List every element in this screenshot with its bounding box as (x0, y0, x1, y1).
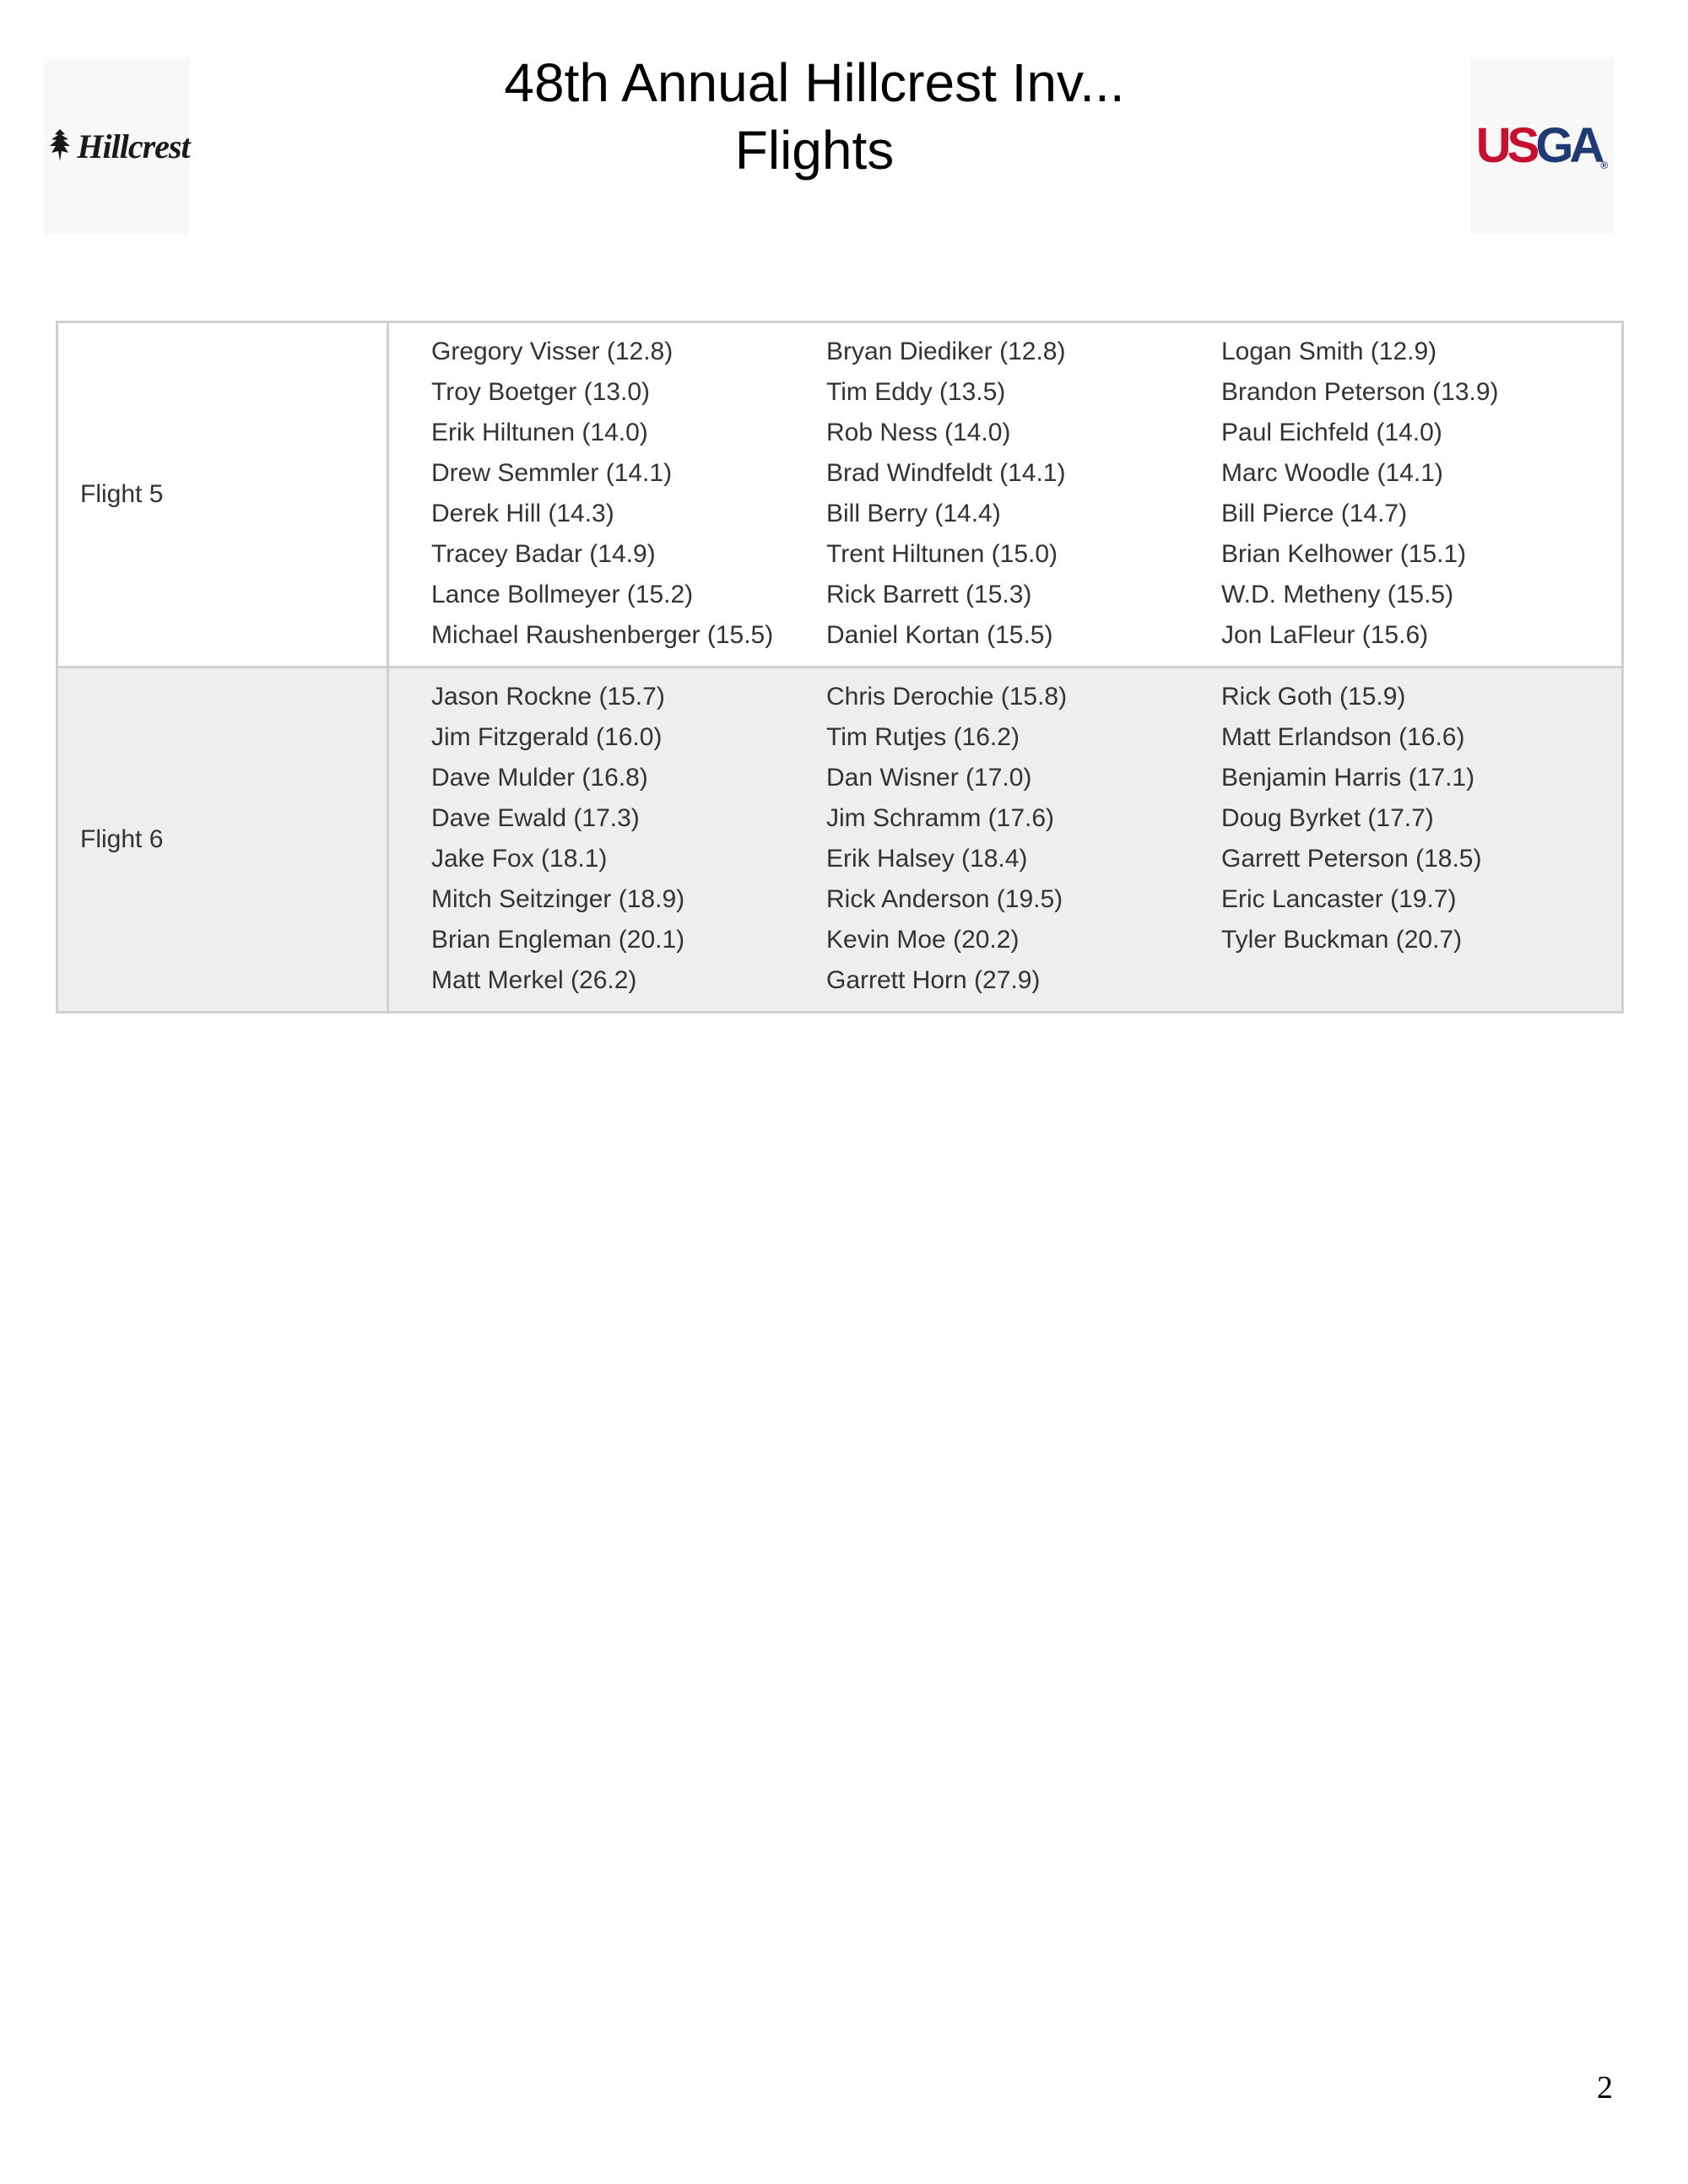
player-entry: Rick Anderson (19.5) (826, 885, 1063, 913)
player-entry: Derek Hill (14.3) (431, 500, 614, 527)
player-entry: Logan Smith (12.9) (1221, 338, 1437, 365)
player-entry: Bill Berry (14.4) (826, 500, 1001, 527)
flight-label: Flight 6 (58, 668, 389, 1011)
player-entry: Jim Fitzgerald (16.0) (431, 723, 663, 751)
player-entry: Matt Merkel (26.2) (431, 966, 637, 994)
page-number: 2 (1597, 2070, 1613, 2106)
player-entry: Dan Wisner (17.0) (826, 764, 1032, 792)
player-list (389, 668, 1621, 1011)
player-entry: Garrett Peterson (18.5) (1221, 845, 1482, 873)
player-entry: Bryan Diediker (12.8) (826, 338, 1066, 365)
player-entry: Tracey Badar (14.9) (431, 540, 656, 568)
player-entry: Chris Derochie (15.8) (826, 683, 1068, 711)
player-entry: Doug Byrket (17.7) (1221, 804, 1434, 832)
player-entry: Dave Mulder (16.8) (431, 764, 648, 792)
player-entry: Brandon Peterson (13.9) (1221, 378, 1499, 406)
player-entry: Jim Schramm (17.6) (826, 804, 1055, 832)
player-entry: Trent Hiltunen (15.0) (826, 540, 1058, 568)
player-entry: Jake Fox (18.1) (431, 845, 608, 873)
player-entry: W.D. Metheny (15.5) (1221, 581, 1454, 608)
player-entry: Tyler Buckman (20.7) (1221, 926, 1463, 954)
player-entry: Jason Rockne (15.7) (431, 683, 665, 711)
usga-logo-text: USGA® (1475, 118, 1609, 173)
player-entry: Eric Lancaster (19.7) (1221, 885, 1457, 913)
flight-label: Flight 5 (58, 323, 389, 666)
title-line-2: Flights (734, 120, 895, 181)
player-entry: Bill Pierce (14.7) (1221, 500, 1408, 527)
player-entry: Lance Bollmeyer (15.2) (431, 581, 694, 608)
usga-logo (1470, 57, 1614, 235)
player-entry: Kevin Moe (20.2) (826, 926, 1020, 954)
player-entry: Troy Boetger (13.0) (431, 378, 650, 406)
player-entry: Drew Semmler (14.1) (431, 459, 673, 487)
player-entry: Rick Barrett (15.3) (826, 581, 1032, 608)
player-entry: Garrett Horn (27.9) (826, 966, 1041, 994)
player-entry: Matt Erlandson (16.6) (1221, 723, 1465, 751)
hillcrest-logo-text: Hillcrest (77, 127, 190, 165)
player-entry: Rob Ness (14.0) (826, 419, 1011, 446)
player-list (389, 323, 1621, 666)
player-entry: Dave Ewald (17.3) (431, 804, 640, 832)
player-entry: Brad Windfeldt (14.1) (826, 459, 1066, 487)
player-entry: Erik Hiltunen (14.0) (431, 419, 648, 446)
player-entry: Erik Halsey (18.4) (826, 845, 1028, 873)
page-title (338, 49, 1291, 184)
player-entry: Mitch Seitzinger (18.9) (431, 885, 685, 913)
player-entry: Benjamin Harris (17.1) (1221, 764, 1475, 792)
player-entry: Gregory Visser (12.8) (431, 338, 674, 365)
player-entry: Rick Goth (15.9) (1221, 683, 1406, 711)
flight-row-6 (58, 668, 1621, 1011)
player-entry: Paul Eichfeld (14.0) (1221, 419, 1442, 446)
player-entry: Brian Kelhower (15.1) (1221, 540, 1467, 568)
flights-table (56, 321, 1624, 1014)
flight-row-5 (58, 323, 1621, 668)
player-entry: Tim Rutjes (16.2) (826, 723, 1020, 751)
player-entry: Daniel Kortan (15.5) (826, 621, 1053, 649)
title-line-1: 48th Annual Hillcrest Inv... (504, 52, 1125, 113)
player-entry: Jon LaFleur (15.6) (1221, 621, 1429, 649)
player-entry: Marc Woodle (14.1) (1221, 459, 1443, 487)
pinecone-icon (43, 127, 77, 165)
player-entry: Brian Engleman (20.1) (431, 926, 685, 954)
hillcrest-logo (44, 57, 189, 235)
player-entry: Tim Eddy (13.5) (826, 378, 1006, 406)
player-entry: Michael Raushenberger (15.5) (431, 621, 774, 649)
